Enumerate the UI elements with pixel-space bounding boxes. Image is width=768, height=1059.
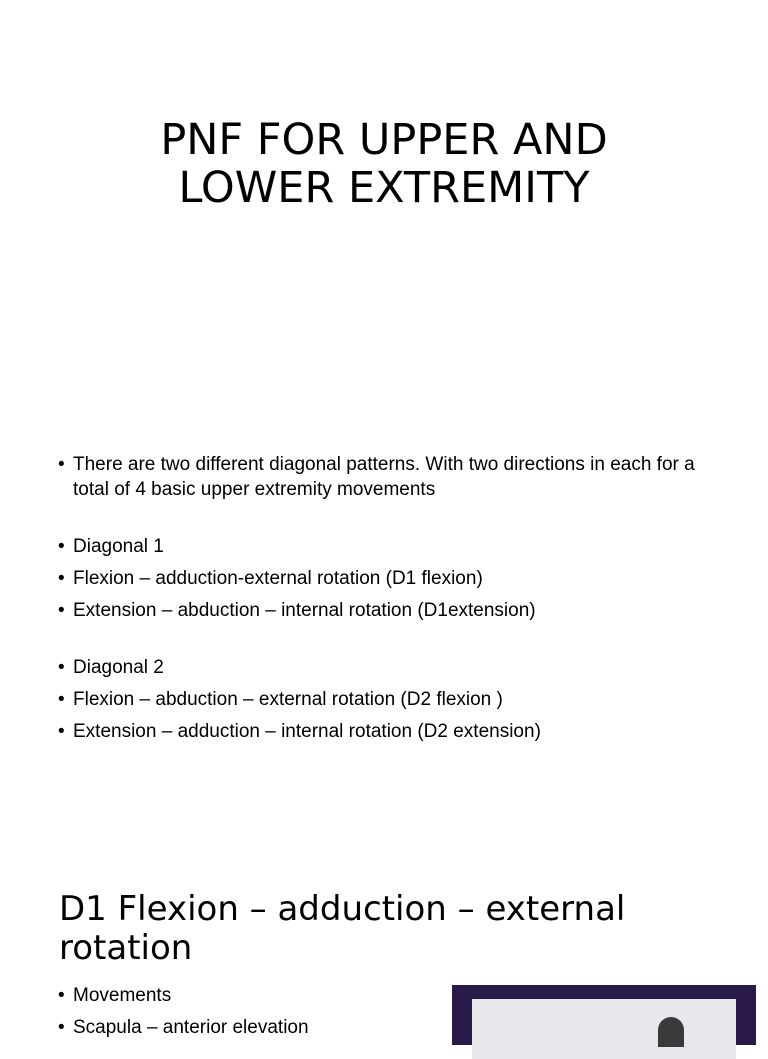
- diagonal-2-item: Flexion – abduction – external rotation (D2 flexion ): [73, 689, 503, 710]
- spacer: [58, 623, 728, 655]
- bullet-marker: •: [58, 600, 65, 621]
- movements-label: Movements: [73, 985, 172, 1006]
- list-item: [58, 655, 728, 680]
- bullet-marker: •: [58, 568, 65, 589]
- title-line-1: PNF FOR UPPER AND: [160, 115, 608, 165]
- diagonal-patterns-slide: [0, 432, 768, 864]
- list-item: [58, 566, 728, 591]
- bullet-marker: •: [58, 985, 65, 1006]
- list-item: [58, 534, 728, 559]
- title-slide: [0, 0, 768, 432]
- scapula-item: Scapula – anterior elevation: [73, 1017, 309, 1038]
- list-item: [58, 983, 438, 1008]
- bullet-list: [58, 983, 438, 1040]
- intro-text: There are two different diagonal patterns. With two directions in each for a total of 4 basic upper extremity movements: [73, 454, 695, 500]
- spacer: [58, 680, 728, 687]
- bullet-marker: •: [58, 536, 65, 557]
- title-line-2: LOWER EXTREMITY: [178, 163, 590, 213]
- bullet-marker: •: [58, 454, 65, 475]
- spacer: [58, 591, 728, 598]
- diagonal-2-heading: Diagonal 2: [73, 657, 164, 678]
- diagonal-1-item: Extension – abduction – internal rotation (D1extension): [73, 600, 536, 621]
- list-item: [58, 452, 728, 502]
- list-item: [58, 598, 728, 623]
- bullet-marker: •: [58, 1017, 65, 1038]
- diagonal-2-item: Extension – adduction – internal rotation (D2 extension): [73, 721, 541, 742]
- bullet-list: [58, 452, 728, 744]
- d1-flexion-slide: [0, 864, 768, 1038]
- bullet-marker: •: [58, 721, 65, 742]
- slide-heading: D1 Flexion – adduction – external rotation: [59, 889, 626, 968]
- slide-title: [0, 116, 768, 212]
- spacer: [58, 559, 728, 566]
- spacer: [58, 712, 728, 719]
- spacer: [58, 502, 728, 534]
- spacer: [58, 1008, 438, 1015]
- diagonal-1-heading: Diagonal 1: [73, 536, 164, 557]
- bullet-marker: •: [58, 657, 65, 678]
- person-figure: [658, 1017, 684, 1047]
- photo-background: [472, 999, 736, 1059]
- list-item: [58, 687, 728, 712]
- list-item: [58, 1015, 438, 1040]
- diagonal-1-item: Flexion – adduction-external rotation (D1 flexion): [73, 568, 483, 589]
- list-item: [58, 719, 728, 744]
- demonstration-photo: [452, 985, 756, 1045]
- bullet-marker: •: [58, 689, 65, 710]
